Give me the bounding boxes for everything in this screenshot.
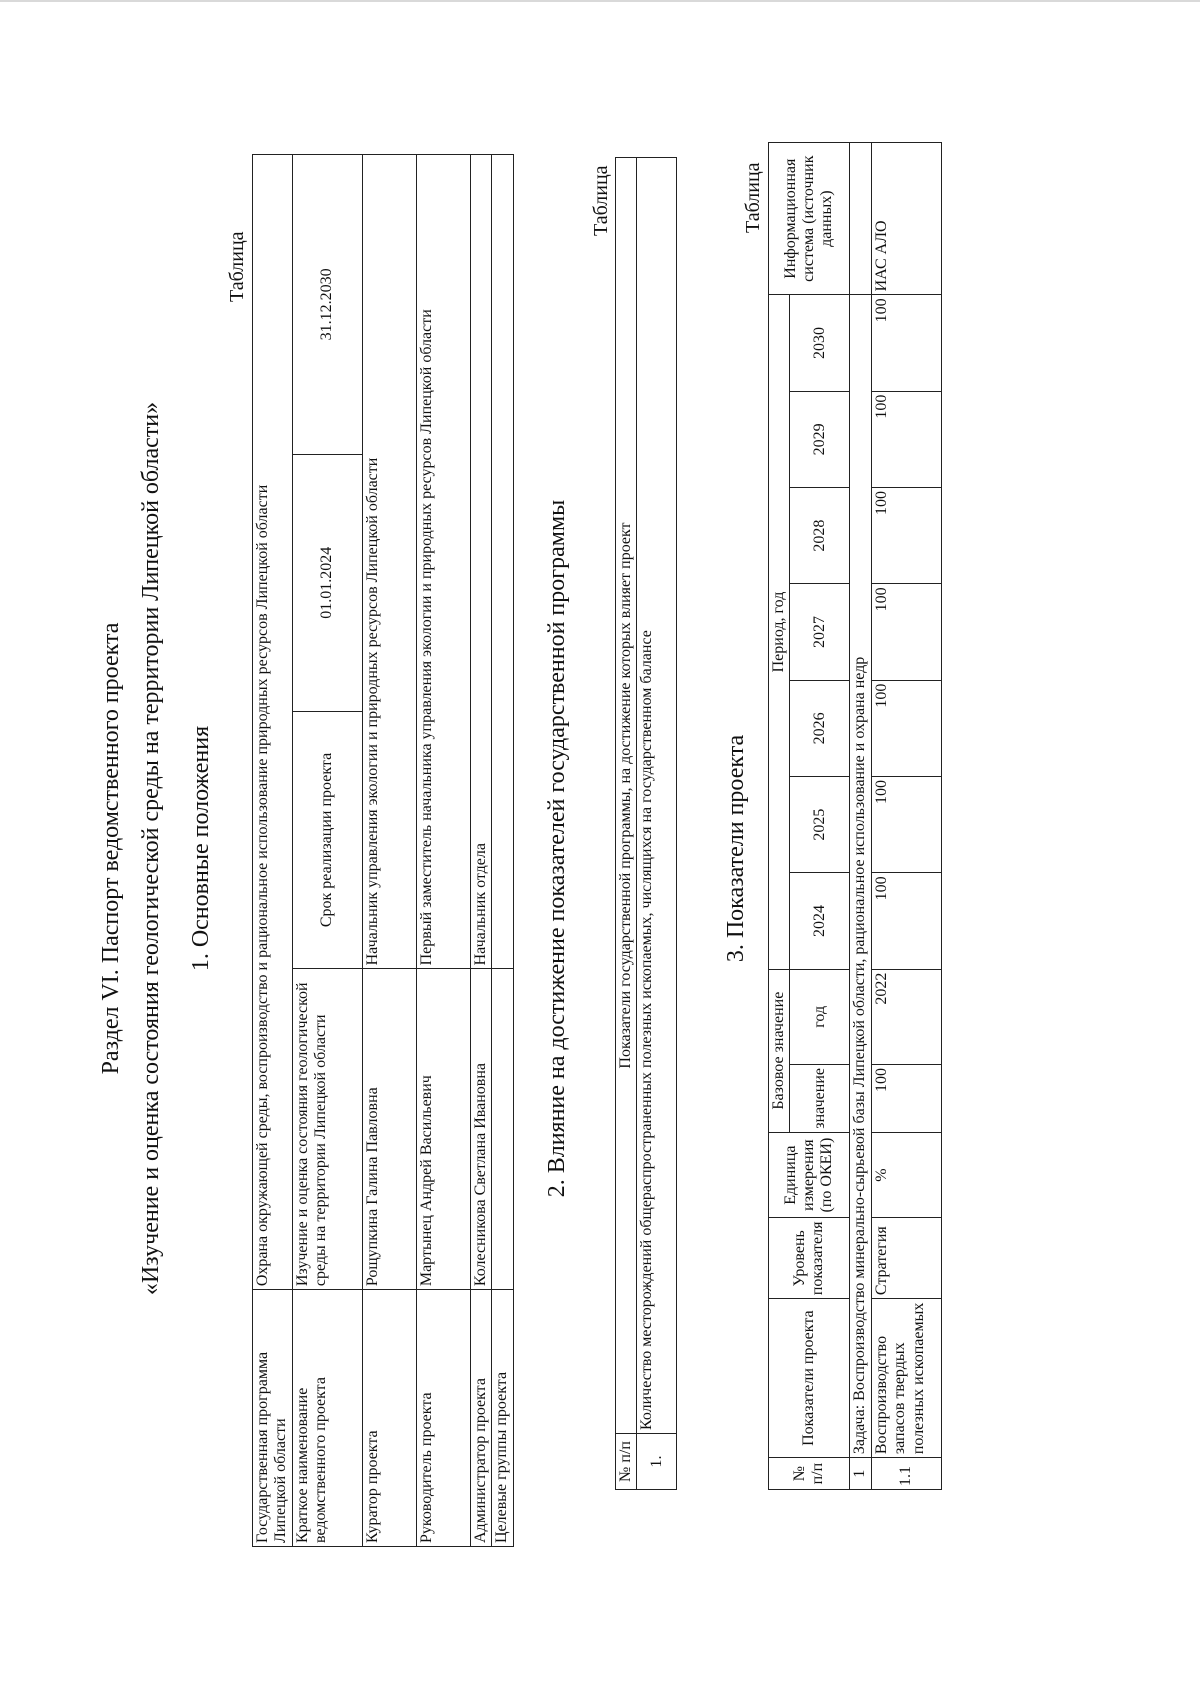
row-num: 1.1 (871, 1458, 941, 1490)
header-base: Базовое значение (769, 969, 790, 1132)
project-title: «Изучение и оценка состояния геологической среды на территории Липецкой области» (138, 401, 164, 1296)
table-row (292, 155, 362, 1547)
task-text: Задача: Воспроизводство минерально-сырьевой базы Липецкой области, рациональное использование и охрана недр (850, 295, 871, 1458)
header-year: 2025 (790, 776, 850, 872)
table-row (492, 155, 514, 1547)
header-base-year: год (790, 969, 850, 1064)
person-name: Рощупкина Галина Павловна (362, 969, 416, 1290)
table-row (769, 143, 790, 1490)
row-value: 100 (871, 391, 941, 487)
start-date: 01.01.2024 (292, 454, 362, 711)
row-label: Руководитель проекта (416, 1290, 470, 1547)
header-num: № п/п (769, 1458, 850, 1490)
row-indicator: Воспроизводство запасов твердых полезных ископаемых (871, 1299, 941, 1458)
row-base-value: 100 (871, 1065, 941, 1133)
section-title: Раздел VI. Паспорт ведомственного проекта (98, 622, 124, 1075)
person-name (492, 969, 514, 1290)
basic-info-table (252, 154, 514, 1547)
header-source: Информационная система (источник данных) (769, 143, 850, 295)
table-row (871, 143, 941, 1490)
col-num-header: № п/п (616, 1434, 637, 1490)
section2-heading: 2. Влияние на достижение показателей государственной программы (544, 499, 570, 1198)
project-indicators-table (768, 142, 942, 1490)
gov-indicators-table (615, 157, 677, 1490)
row-base-year: 2022 (871, 969, 941, 1064)
person-position: Первый заместитель начальника управления экологии и природных ресурсов Липецкой области (416, 155, 470, 969)
table-row (616, 158, 637, 1490)
row-value: Охрана окружающей среды, воспроизводство и рациональное использование природных ресурсов Липецкой области (253, 155, 293, 1290)
header-indicator: Показатели проекта (769, 1299, 850, 1458)
person-name: Мартынец Андрей Васильевич (416, 969, 470, 1290)
header-period: Период, год (769, 295, 790, 969)
task-num: 1 (850, 1458, 871, 1490)
person-position: Начальник отдела (470, 155, 491, 969)
header-year: 2030 (790, 295, 850, 391)
table-row (253, 155, 293, 1547)
row-num: 1. (637, 1434, 677, 1490)
person-position (492, 155, 514, 969)
term-label: Срок реализации проекта (292, 711, 362, 969)
header-year: 2028 (790, 488, 850, 584)
row-value: 100 (871, 488, 941, 584)
table-row (470, 155, 491, 1547)
section2-table-label: Таблица (590, 165, 612, 236)
section1-heading: 1. Основные положения (188, 725, 214, 972)
header-year: 2024 (790, 873, 850, 969)
row-value: 100 (871, 295, 941, 391)
row-label: Администратор проекта (470, 1290, 491, 1547)
header-year: 2029 (790, 391, 850, 487)
row-label: Куратор проекта (362, 1290, 416, 1547)
row-value: 100 (871, 584, 941, 680)
col-indicator-header: Показатели государственной программы, на достижение которых влияет проект (616, 158, 637, 1434)
table-row (416, 155, 470, 1547)
header-base-value: значение (790, 1065, 850, 1133)
row-value: 100 (871, 776, 941, 872)
header-level: Уровень показателя (769, 1218, 850, 1299)
row-level: Стратегия (871, 1218, 941, 1299)
section1-table-label: Таблица (226, 231, 248, 302)
task-empty (850, 143, 871, 295)
row-value: Изучение и оценка состояния геологической среды на территории Липецкой области (292, 969, 362, 1290)
task-row (850, 143, 871, 1490)
row-text: Количество месторождений общераспространенных полезных ископаемых, числящихся на государственном балансе (637, 158, 677, 1434)
section3-table-label: Таблица (742, 162, 764, 233)
row-unit: % (871, 1132, 941, 1218)
row-value: 100 (871, 680, 941, 776)
person-name: Колесникова Светлана Ивановна (470, 969, 491, 1290)
row-label: Краткое наименование ведомственного проекта (292, 1290, 362, 1547)
header-year: 2026 (790, 680, 850, 776)
person-position: Начальник управления экологии и природных ресурсов Липецкой области (362, 155, 416, 969)
end-date: 31.12.2030 (292, 155, 362, 455)
table-row (637, 158, 677, 1490)
row-value: 100 (871, 873, 941, 969)
header-unit: Единица измерения (по ОКЕИ) (769, 1132, 850, 1218)
section3-heading: 3. Показатели проекта (723, 734, 749, 963)
row-source: ИАС АЛО (871, 143, 941, 295)
row-label: Целевые группы проекта (492, 1290, 514, 1547)
table-row (362, 155, 416, 1547)
header-year: 2027 (790, 584, 850, 680)
row-label: Государственная программа Липецкой области (253, 1290, 293, 1547)
